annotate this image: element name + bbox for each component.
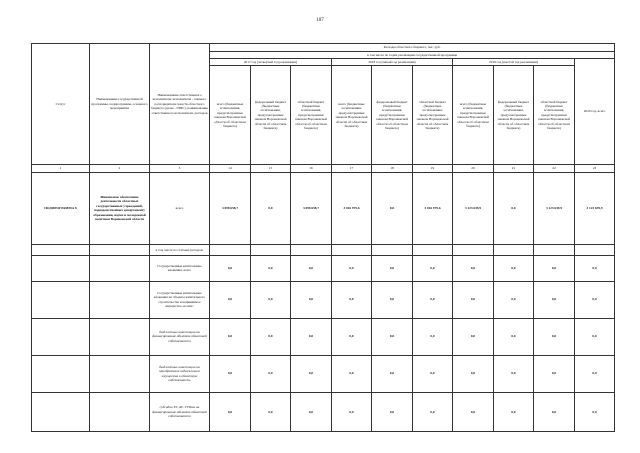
header-src-federal: федеральный бюджет (бюджетные ассигнования, предусмотренные законом Воронежской области об областном бюджете) — [251, 66, 291, 164]
row-value-cell: 0,0 — [332, 256, 372, 281]
row-value-cell: 0,0 — [494, 281, 534, 318]
row-value-cell: 0,0 — [210, 355, 251, 392]
table-body — [32, 172, 615, 431]
row-value-cell: 0,0 — [251, 392, 291, 431]
row-value-cell: 0,0 — [453, 318, 494, 355]
column-number: 15 — [251, 164, 291, 172]
row-value-cell: 0,0 — [251, 281, 291, 318]
row-value-cell: 0,0 — [251, 172, 291, 244]
row-value-cell: 0,0 — [453, 355, 494, 392]
row-value-cell: 0,0 — [413, 281, 453, 318]
row-executor-cell: Государственные капитальные вложения, всего — [150, 256, 210, 281]
page-number: 107 — [316, 18, 324, 23]
row-executor-cell: бюджетные инвестиции на приобретение недвижимого имущества в областную собственность — [150, 355, 210, 392]
column-number: 16 — [291, 164, 332, 172]
row-value-cell: 0,0 — [534, 318, 575, 355]
row-program-name-cell — [90, 256, 150, 281]
header-src-regional: областной бюджет (бюджетные ассигнования, предусмотренные законом Воронежской области об областном бюджете) — [291, 66, 332, 164]
row-value-cell: 0,0 — [413, 355, 453, 392]
row-value-cell: 0,0 — [453, 281, 494, 318]
row-value-cell: 0,0 — [291, 392, 332, 431]
row-value-cell: 0,0 — [575, 318, 615, 355]
row-value-cell: 0,0 — [413, 392, 453, 431]
row-value-cell: 0,0 — [291, 256, 332, 281]
table-row — [32, 392, 615, 431]
header-executor: Наименование ответственного исполнителя, исполнителя - главного распорядителя средств областного бюджета (далее - ГРБС), наименование ответственного исполнителя, расходов — [150, 44, 210, 165]
column-number: 21 — [494, 164, 534, 172]
row-value-cell: 0,0 — [413, 256, 453, 281]
row-value-cell: 0,0 — [575, 256, 615, 281]
row-value-cell: 3 098 658,7 — [210, 172, 251, 244]
column-number: 3 — [150, 164, 210, 172]
row-value-cell — [372, 244, 413, 256]
row-value-cell: 0,0 — [332, 281, 372, 318]
row-value-cell — [291, 244, 332, 256]
row-value-cell — [453, 244, 494, 256]
column-number: 18 — [372, 164, 413, 172]
column-number: 23 — [575, 164, 615, 172]
header-year-2018: 2018 год (пятый год реализации) — [332, 59, 453, 66]
budget-table — [31, 43, 615, 432]
row-status-cell — [32, 256, 90, 281]
row-value-cell: 0,0 — [575, 392, 615, 431]
row-value-cell: 0,0 — [251, 355, 291, 392]
row-value-cell: 0,0 — [291, 318, 332, 355]
row-value-cell: 0,0 — [372, 172, 413, 244]
row-executor-cell: субсидии ЗУ, АУ, ГУПам на финансирование объектов областной собственности — [150, 392, 210, 431]
header-year-2019: 2019 год (шестой год реализации) — [453, 59, 575, 66]
row-value-cell: 0,0 — [413, 318, 453, 355]
row-value-cell: 0,0 — [210, 318, 251, 355]
row-value-cell: 3 098 658,7 — [291, 172, 332, 244]
table-row — [32, 355, 615, 392]
row-value-cell — [575, 244, 615, 256]
row-value-cell — [251, 244, 291, 256]
row-value-cell: 0,0 — [575, 355, 615, 392]
column-number: 20 — [453, 164, 494, 172]
row-value-cell: 0,0 — [453, 256, 494, 281]
row-value-cell: 0,0 — [251, 318, 291, 355]
row-executor-cell: в том числе по статьям расходов: — [150, 244, 210, 256]
table-row — [32, 172, 615, 244]
header-year-2020: 2020 год, всего — [575, 59, 615, 165]
row-value-cell: 0,0 — [494, 256, 534, 281]
row-status-cell: ПОДПРОГРАММА 8 — [32, 172, 90, 244]
row-status-cell — [32, 281, 90, 318]
header-src-regional: областной бюджет (бюджетные ассигнования, предусмотренные законом Воронежской области об областном бюджете) — [534, 66, 575, 164]
row-value-cell: 0,0 — [494, 392, 534, 431]
row-value-cell: 0,0 — [332, 355, 372, 392]
table-row — [32, 256, 615, 281]
header-status: Статус — [32, 44, 90, 165]
row-value-cell: 0,0 — [534, 355, 575, 392]
row-value-cell: 0,0 — [332, 318, 372, 355]
row-value-cell: 0,0 — [453, 392, 494, 431]
row-value-cell: 3 016 979,6 — [413, 172, 453, 244]
row-value-cell — [494, 244, 534, 256]
column-number: 1 — [32, 164, 90, 172]
row-value-cell: 0,0 — [494, 172, 534, 244]
row-value-cell: 0,0 — [291, 355, 332, 392]
row-value-cell: 0,0 — [494, 318, 534, 355]
row-value-cell: 0,0 — [291, 281, 332, 318]
row-status-cell — [32, 355, 90, 392]
column-number: 17 — [332, 164, 372, 172]
row-value-cell: 0,0 — [372, 355, 413, 392]
row-program-name-cell — [90, 318, 150, 355]
row-value-cell: 3 123 639,9 — [575, 172, 615, 244]
row-value-cell — [534, 244, 575, 256]
row-value-cell: 0,0 — [575, 281, 615, 318]
row-value-cell: 0,0 — [534, 281, 575, 318]
row-value-cell: 0,0 — [210, 256, 251, 281]
row-status-cell — [32, 244, 90, 256]
row-value-cell: 0,0 — [372, 318, 413, 355]
header-expenses: Расходы областного бюджета, тыс. руб. — [210, 44, 615, 52]
row-value-cell — [210, 244, 251, 256]
row-program-name-cell — [90, 355, 150, 392]
column-number: 19 — [413, 164, 453, 172]
row-program-name-cell — [90, 392, 150, 431]
table-row — [32, 244, 615, 256]
row-value-cell: 0,0 — [372, 256, 413, 281]
header-src-federal: федеральный бюджет (бюджетные ассигнования, предусмотренные законом Воронежской области об областном бюджете) — [372, 66, 413, 164]
row-program-name-cell — [90, 281, 150, 318]
row-value-cell: 0,0 — [494, 355, 534, 392]
row-value-cell: 3 123 639,9 — [453, 172, 494, 244]
column-number: 22 — [534, 164, 575, 172]
row-value-cell: 0,0 — [534, 256, 575, 281]
header-by-years: в том числе по годам реализации государственной программы — [210, 52, 615, 59]
header-program-name: Наименование государственной программы, подпрограммы, основного мероприятия — [90, 44, 150, 165]
table-row — [32, 318, 615, 355]
row-value-cell: 0,0 — [534, 392, 575, 431]
column-number: 2 — [90, 164, 150, 172]
row-value-cell: 0,0 — [332, 392, 372, 431]
row-value-cell: 3 016 979,6 — [332, 172, 372, 244]
header-src-regional: областной бюджет (бюджетные ассигнования, предусмотренные законом Воронежской области об областном бюджете) — [413, 66, 453, 164]
row-program-name-cell — [90, 244, 150, 256]
row-value-cell: 0,0 — [372, 392, 413, 431]
row-status-cell — [32, 392, 90, 431]
header-year-2017: 2017 год (четвертый год реализации) — [210, 59, 332, 66]
row-executor-cell: Государственные капитальные вложения на объекты капитального строительства и недвижимое имущество, из них: — [150, 281, 210, 318]
header-src-total: всего (бюджетные ассигнования, предусмотренные законом Воронежской области об областном бюджете) — [453, 66, 494, 164]
row-program-name-cell: Финансовое обеспечение деятельности областных государственных учреждений, подведомственных департаменту образования, науки и молодежной политики Воронежской области — [90, 172, 150, 244]
row-value-cell: 0,0 — [210, 281, 251, 318]
row-value-cell: 0,0 — [251, 256, 291, 281]
row-value-cell: 0,0 — [372, 281, 413, 318]
row-value-cell — [332, 244, 372, 256]
header-src-total: всего (бюджетные ассигнования, предусмотренные законом Воронежской области об областном бюджете) — [332, 66, 372, 164]
row-executor-cell: бюджетные инвестиции на финансирование объектов областной собственности — [150, 318, 210, 355]
table-row — [32, 281, 615, 318]
header-src-total: всего (бюджетные ассигнования, предусмотренные законом Воронежской области об областном бюджете) — [210, 66, 251, 164]
row-executor-cell: всего — [150, 172, 210, 244]
row-status-cell — [32, 318, 90, 355]
header-src-federal: федеральный бюджет (бюджетные ассигнования, предусмотренные законом Воронежской области об областном бюджете) — [494, 66, 534, 164]
row-value-cell — [413, 244, 453, 256]
row-value-cell: 0,0 — [210, 392, 251, 431]
column-number: 14 — [210, 164, 251, 172]
row-value-cell: 3 123 639,9 — [534, 172, 575, 244]
